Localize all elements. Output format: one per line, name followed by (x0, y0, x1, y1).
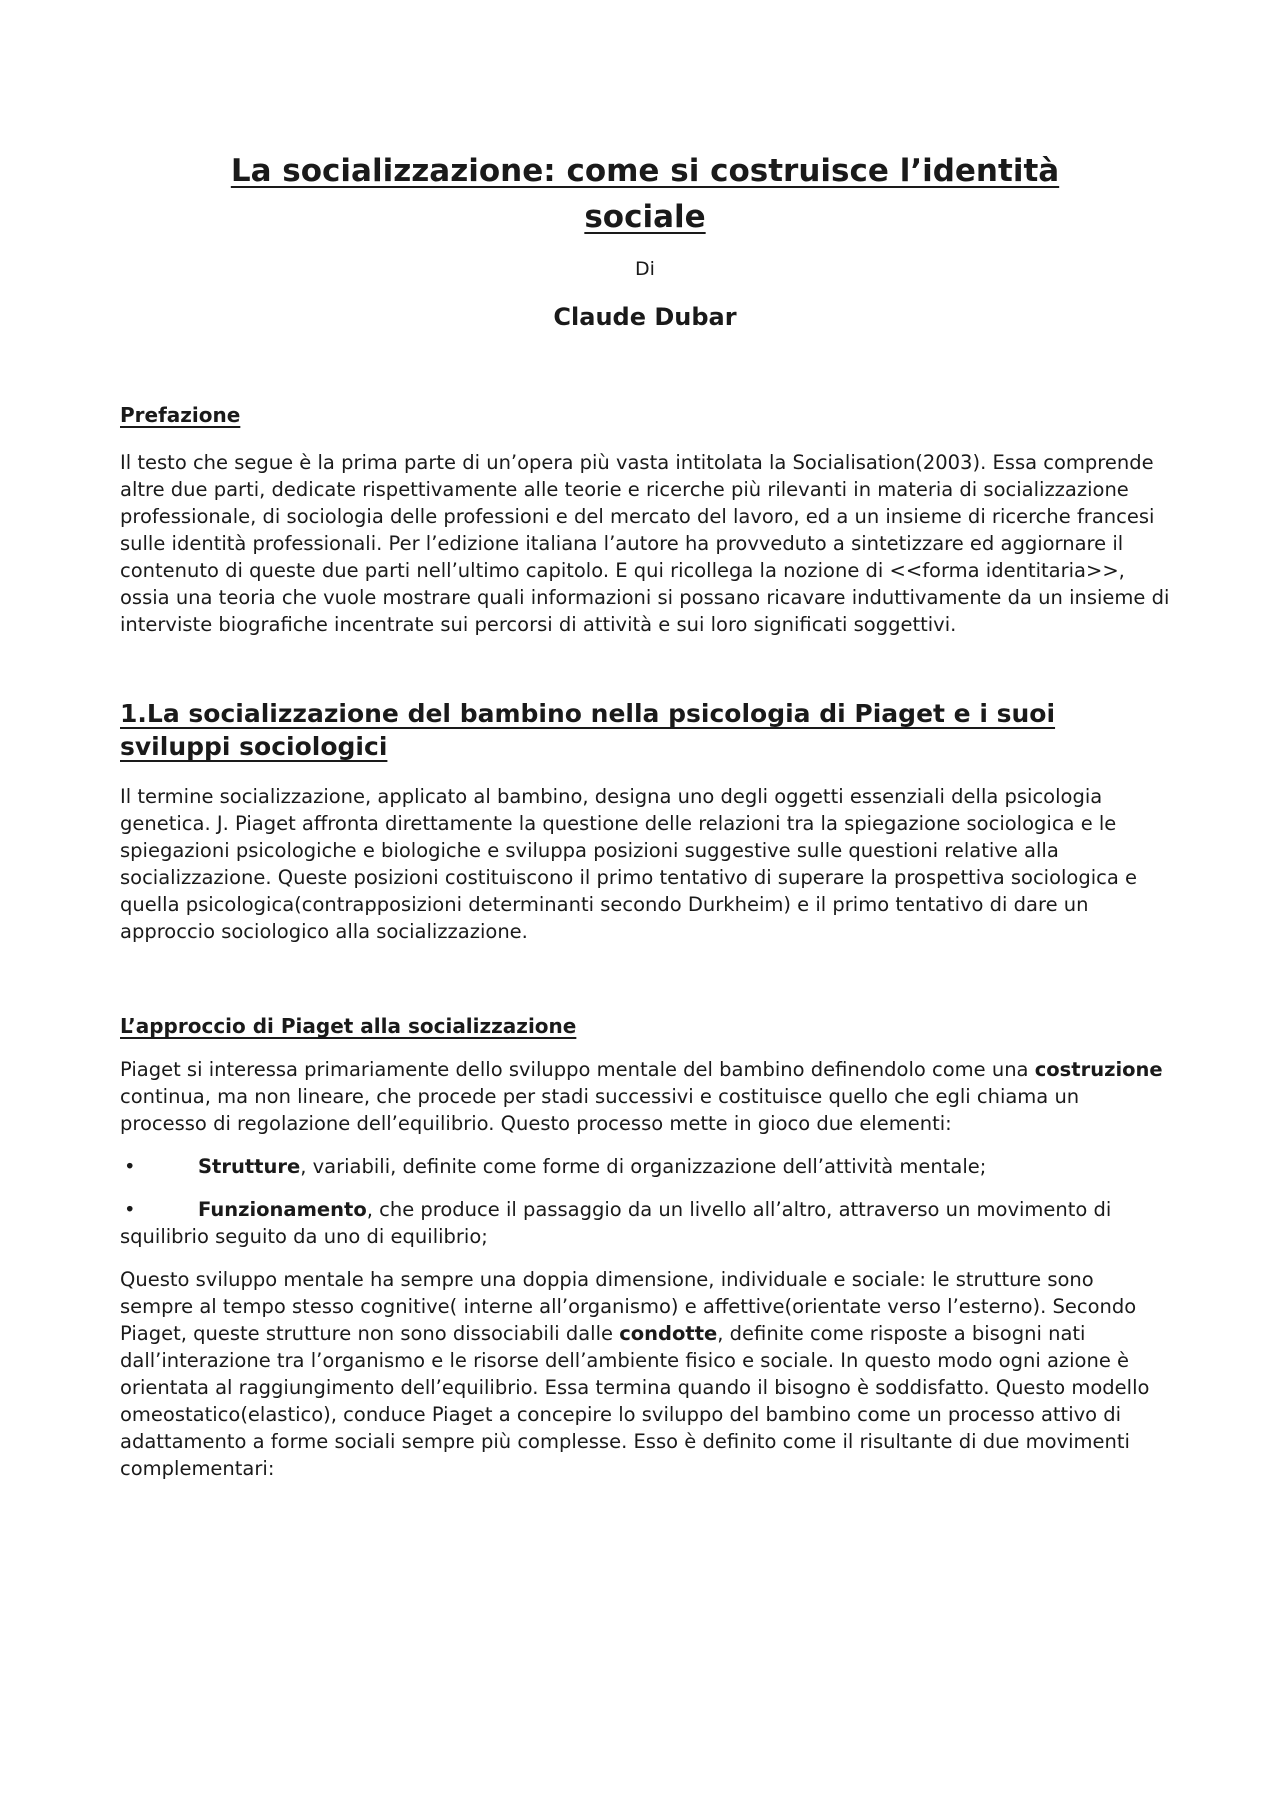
subsection-paragraph-2-text-b: , definite come risposte a bisogni nati dall’interazione tra l’organismo e le risorse dell’ambiente fisico e sociale. In questo modo ogni azione è orientata al raggiungimento dell’equilibrio. Essa termina quando il bisogno è soddisfatto. Questo modello omeostatico(elastico), conduce Piaget a concepire lo sviluppo del bambino come un processo attivo di adattamento a forme sociali sempre più complesse. Esso è definito come il risultante di due movimenti complementari: (120, 1322, 1150, 1480)
document-page (120, 0, 1170, 1482)
title-line-1: La socializzazione: come si costruisce l’identità (230, 153, 1060, 189)
bullet-dot-icon: • (124, 1155, 136, 1178)
bullet-1-rest: , variabili, definite come forme di organizzazione dell’attività mentale; (300, 1155, 987, 1178)
preface-heading: Prefazione (120, 403, 241, 427)
author-name: Claude Dubar (553, 303, 737, 331)
bullet-item-text (198, 1153, 986, 1180)
subsection-heading: L’approccio di Piaget alla socializzazione (120, 1014, 577, 1038)
section-1-paragraph: Il termine socializzazione, applicato al bambino, designa uno degli oggetti essenziali della psicologia genetica. J. Piaget affronta direttamente la questione delle relazioni tra la spiegazione sociologica e le spiegazioni psicologiche e biologiche e sviluppa posizioni suggestive sulle questioni relative alla socializzazione. Queste posizioni costituiscono il primo tentativo di superare la prospettiva sociologica e quella psicologica(contrapposizioni determinanti secondo Durkheim) e il primo tentativo di dare un approccio sociologico alla socializzazione. (120, 785, 1138, 943)
bullet-item-funzionamento (120, 1196, 1170, 1250)
preface-paragraph: Il testo che segue è la prima parte di un’opera più vasta intitolata la Socialisation(2003). Essa comprende altre due parti, dedicate rispettivamente alle teorie e ricerche più rilevanti in materia di socializzazione professionale, di sociologia delle professioni e del mercato del lavoro, ed a un insieme di ricerche francesi sulle identità professionali. Per l’edizione italiana l’autore ha provveduto a sintetizzare ed aggiornare il contenuto di queste due parti nell’ultimo capitolo. E qui ricollega la nozione di <<forma identitaria>>, ossia una teoria che vuole mostrare quali informazioni si possano ricavare induttivamente da un insieme di interviste biografiche incentrate sui percorsi di attività e sui loro significati soggettivi. (120, 451, 1170, 636)
subsection-paragraph-1-text-b: continua, ma non lineare, che procede per stadi successivi e costituisce quello che egli chiama un processo di regolazione dell’equilibrio. Questo processo mette in gioco due elementi: (120, 1085, 1080, 1135)
subsection-paragraph-2 (120, 1266, 1170, 1482)
subsection-paragraph-1-text-a: Piaget si interessa primariamente dello sviluppo mentale del bambino definendolo come una (120, 1058, 1035, 1081)
title-line-2: sociale (584, 199, 706, 235)
bullet-item-strutture (120, 1153, 1170, 1180)
funzionamento-term: Funzionamento (198, 1198, 367, 1221)
subsection-paragraph-1 (120, 1056, 1170, 1137)
by-label: Di (635, 258, 655, 280)
condotte-term: condotte (619, 1322, 718, 1345)
section-1-heading (120, 697, 1170, 763)
costruzione-term: costruzione (1034, 1058, 1163, 1081)
bullet-2-rest: , che produce il passaggio da un livello all’altro, attraverso un movimento di squilibrio seguito da uno di equilibrio; (120, 1198, 1112, 1248)
subsection-paragraph-2-text-a: Questo sviluppo mentale ha sempre una doppia dimensione, individuale e sociale: le strutture sono sempre al tempo stesso cognitive( interne all’organismo) e affettive(orientate verso l’esterno). Secondo Piaget, queste strutture non sono dissociabili dalle (120, 1268, 1137, 1345)
bullet-dot-icon: • (124, 1198, 136, 1221)
section-1-heading-line-1: 1.La socializzazione del bambino nella psicologia di Piaget e i suoi (120, 699, 1056, 728)
document-title (120, 148, 1170, 240)
strutture-term: Strutture (198, 1155, 301, 1178)
section-1-heading-line-2: sviluppi sociologici (120, 732, 388, 761)
